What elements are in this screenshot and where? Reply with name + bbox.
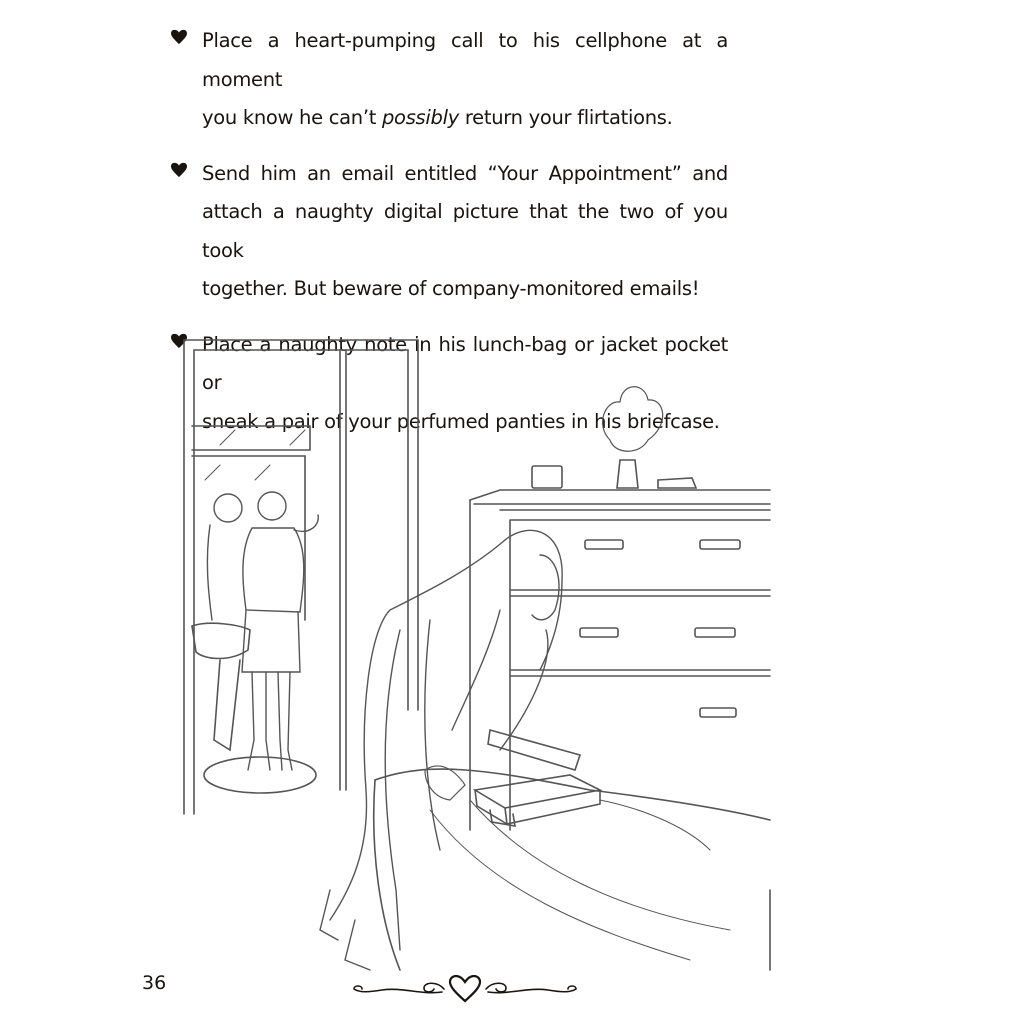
page-number: 36 (142, 972, 167, 994)
bullet-3-line-1: Place a naughty note in his lunch-bag or jacket pocket or (202, 332, 728, 394)
dresser (470, 387, 770, 830)
bullet-1-line-1: Place a heart-pumping call to his cellphone at a moment (202, 29, 728, 91)
heart-bullet-icon (170, 162, 188, 178)
bathroom-doorway (184, 340, 418, 814)
heart-scroll-ornament-icon (352, 975, 578, 1005)
emphasis-text: possibly (381, 106, 459, 129)
bullet-item-1 (170, 22, 730, 138)
bullet-2-line-2: attach a naughty digital picture that the two of you took (202, 200, 728, 262)
bullet-3-line-2: sneak a pair of your perfumed panties in his briefcase. (202, 409, 720, 433)
bullet-1-line-2 (202, 99, 730, 138)
bed-with-briefcase (374, 730, 770, 970)
man-figure (207, 492, 318, 770)
bedroom-illustration (170, 330, 780, 980)
heart-bullet-icon (170, 29, 188, 45)
bullet-item-2 (170, 155, 730, 309)
bullet-2-line-3: together. But beware of company-monitored emails! (202, 277, 700, 300)
text-segment: you know he can’t (202, 106, 382, 129)
text-segment: return your flirtations. (458, 106, 673, 129)
bullet-2-line-1: Send him an email entitled “Your Appointment” and (202, 161, 728, 185)
